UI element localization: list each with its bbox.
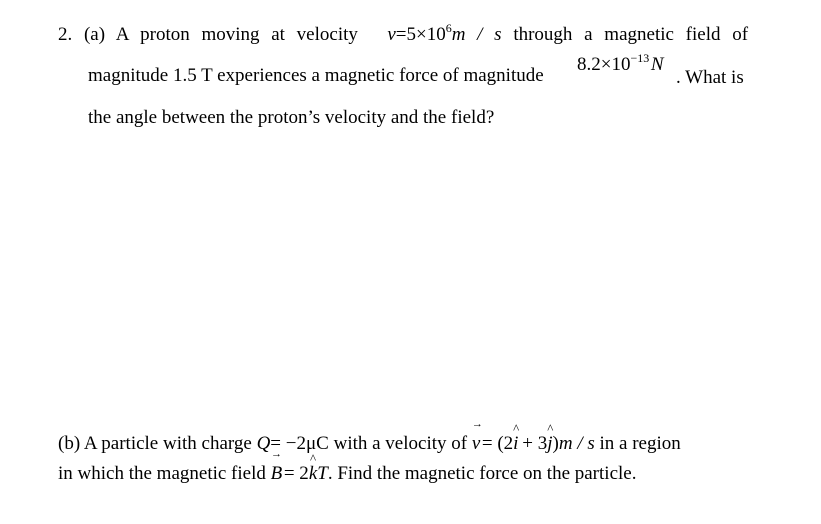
charge-symbol: Q [256, 433, 271, 454]
magnetic-field-expression [271, 463, 328, 484]
question-b-line-2-suffix: . Find the magnetic force on the particle. [327, 463, 637, 484]
charge-value: = −2μC [270, 433, 329, 454]
magnetic-field-value: = 2 [283, 463, 309, 484]
question-b-line-2 [58, 463, 636, 485]
velocity-vector-symbol: v → [472, 433, 480, 455]
force-exponent: −13 [630, 51, 650, 65]
question-b-line-1 [58, 433, 681, 455]
velocity-vector-open: = (2 [481, 433, 514, 454]
question-a-line-2-text: magnitude 1.5 T experiences a magnetic force of magnitude [88, 65, 544, 86]
velocity-value: =5×10 [395, 24, 446, 45]
force-unit: N [650, 54, 664, 75]
charge-expression [257, 433, 329, 454]
k-hat-unit-vector: k ^ [309, 463, 317, 485]
question-a-line-3: the angle between the proton’s velocity and the field? [88, 107, 495, 128]
question-a-line-2-tail: . What is [676, 67, 744, 88]
question-a-prefix: 2. (a) A proton moving at velocity [58, 24, 358, 45]
j-hat-unit-vector: j ^ [547, 433, 552, 455]
force-magnitude [577, 51, 664, 76]
velocity-symbol: v [387, 24, 396, 45]
velocity-vector-expression [472, 433, 595, 454]
question-b-line-2-prefix: in which the magnetic field [58, 463, 266, 484]
question-a-line-1-suffix: through a magnetic field of [513, 24, 749, 45]
i-hat-unit-vector: i ^ [513, 433, 518, 455]
velocity-vector-plus: + 3 [522, 433, 548, 454]
force-mantissa: 8.2×10 [577, 54, 631, 75]
velocity-exponent: 6 [445, 21, 452, 35]
velocity-units: m / s [451, 24, 502, 45]
question-a-line-1 [58, 21, 749, 46]
velocity-expression [387, 21, 502, 45]
question-b-prefix: (b) A particle with charge [58, 433, 252, 454]
velocity-vector-units: m / s [558, 433, 595, 454]
question-a-line-2 [88, 65, 544, 87]
magnetic-field-symbol: B → [271, 463, 283, 485]
question-b-mid: with a velocity of [333, 433, 468, 454]
velocity-vector-close: ) [552, 433, 559, 454]
magnetic-field-unit: T [317, 463, 328, 484]
question-b-line-1-suffix: in a region [599, 433, 681, 454]
